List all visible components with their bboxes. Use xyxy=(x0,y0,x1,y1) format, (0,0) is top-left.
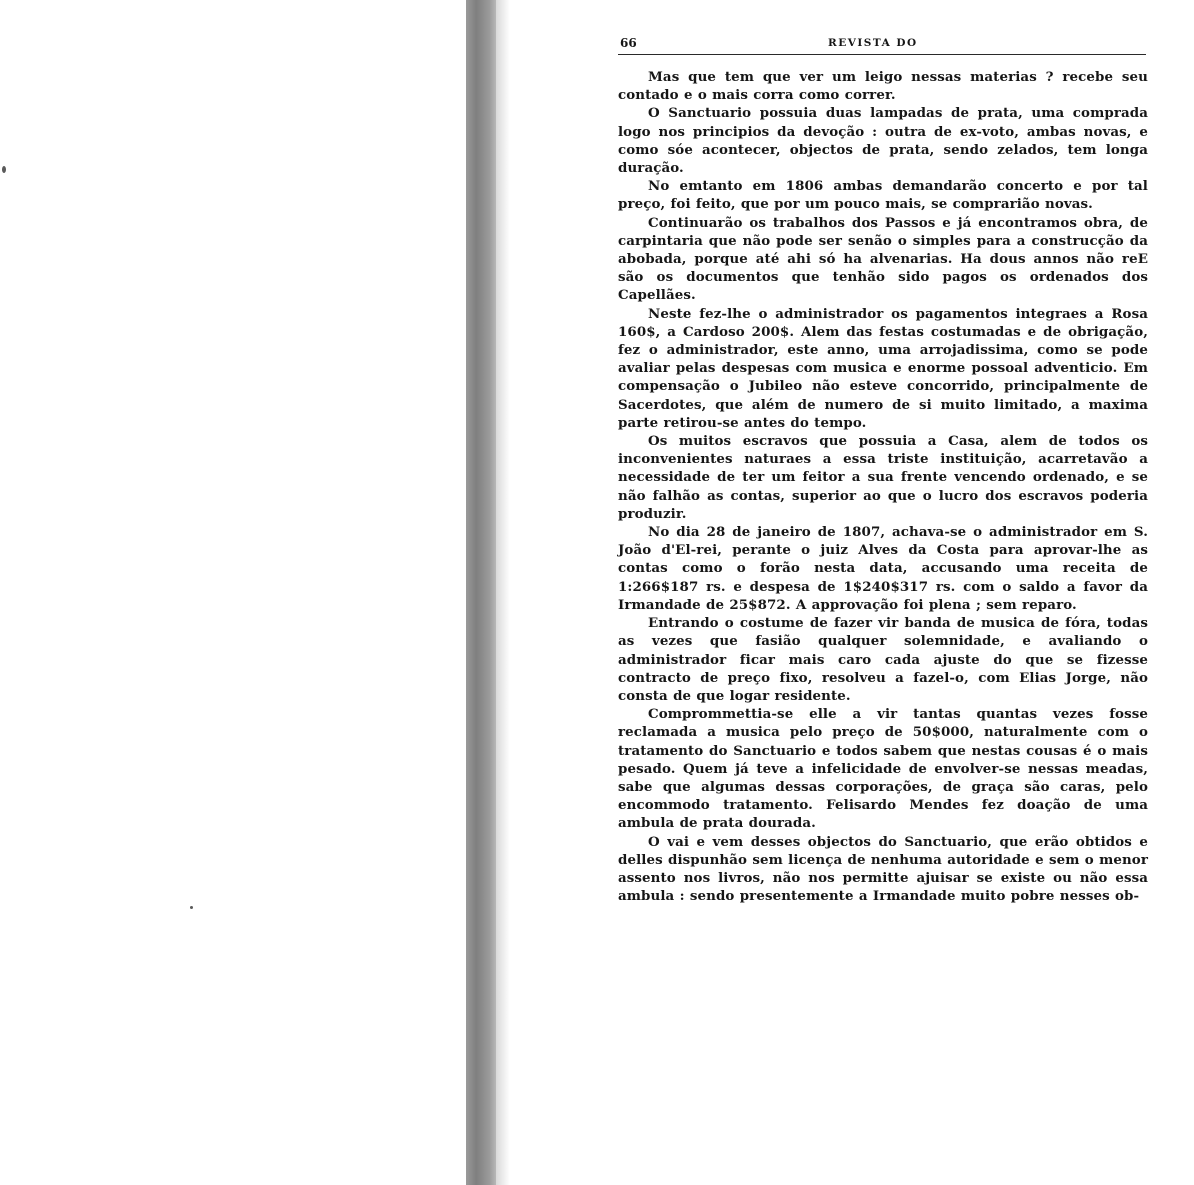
paragraph: Comprommettia-se elle a vir tantas quantas vezes fosse reclamada a musica pelo preço de 50$000, naturalmente com o tratamento do Sanctuario e todos sabem que nestas cousas é o mais pesado. Quem já teve a infelicidade de envolver-se nessas meadas, sabe que algumas dessas corporações, de graça são caras, pelo encommodo tratamento. Felisardo Mendes fez doação de uma ambula de prata dourada. xyxy=(618,706,1148,832)
binding-gutter xyxy=(466,0,500,1185)
paragraph: Continuarão os trabalhos dos Passos e já encontramos obra, de carpintaria que não pode ser senão o simples para a construcção da abobada, porque até ahi só ha alvenarias. Ha dous annos não reE são os documentos que tenhão sido pagos os ordenados dos Capellães. xyxy=(618,214,1148,304)
page-number: 66 xyxy=(620,36,637,50)
paragraph: Os muitos escravos que possuia a Casa, alem de todos os inconvenientes naturaes a essa triste instituição, acarretavão a necessidade de ter um feitor a sua frente vencendo ordenado, e se não falhão as contas, superior ao que o lucro dos escravos poderia produzir. xyxy=(618,433,1148,522)
paragraph: O vai e vem desses objectos do Sanctuario, que erão obtidos e delles dispunhão sem licença de nenhuma autoridade e sem o menor assento nos livros, não nos permitte ajuisar se existe ou não essa ambula : sendo presentemente a Irmandade muito pobre nesses ob- xyxy=(618,833,1148,905)
paragraph: O Sanctuario possuia duas lampadas de prata, uma comprada logo nos principios da devoção : outra de ex-voto, ambas novas, e como sóe acontecer, objectos de prata, sendo zelados, tem longa duração. xyxy=(618,105,1148,177)
paragraph: Mas que tem que ver um leigo nessas materias ? recebe seu contado e o mais corra como correr. xyxy=(618,69,1148,104)
body-text xyxy=(618,68,1148,905)
paragraph: Entrando o costume de fazer vir banda de musica de fóra, todas as vezes que fasião qualquer solemnidade, e avaliando o administrador ficar mais caro cada ajuste do que se fizesse contracto de preço fixo, resolveu a fazel-o, com Elias Jorge, não consta de que logar residente. xyxy=(618,615,1148,704)
header-rule xyxy=(618,54,1146,55)
scan-speck xyxy=(190,906,193,909)
running-head xyxy=(618,32,1148,52)
paragraph: No dia 28 de janeiro de 1807, achava-se o administrador em S. João d'El-rei, perante o juiz Alves da Costa para aprovar-lhe as contas como o forão nesta data, accusando uma receita de 1:266$187 rs. e despesa de 1$240$317 rs. com o saldo a favor da Irmandade de 25$872. A approvação foi plena ; sem reparo. xyxy=(618,524,1148,613)
binding-shadow xyxy=(496,0,510,1185)
scan-speck xyxy=(2,166,6,173)
paragraph: No emtanto em 1806 ambas demandarão concerto e por tal preço, foi feito, que por um pouco mais, se comprarião novas. xyxy=(618,178,1148,213)
book-page xyxy=(618,32,1148,905)
paragraph: Neste fez-lhe o administrador os pagamentos integraes a Rosa 160$, a Cardoso 200$. Alem das festas costumadas e de obrigação, fez o administrador, este anno, uma arrojadissima, como se pode avaliar pelas despesas com musica e enorme possoal adventicio. Em compensação o Jubileo não esteve concorrido, principalmente de Sacerdotes, que além de numero de si muito limitado, a maxima parte retirou-se antes do tempo. xyxy=(618,305,1148,431)
running-title: REVISTA DO xyxy=(828,37,918,49)
